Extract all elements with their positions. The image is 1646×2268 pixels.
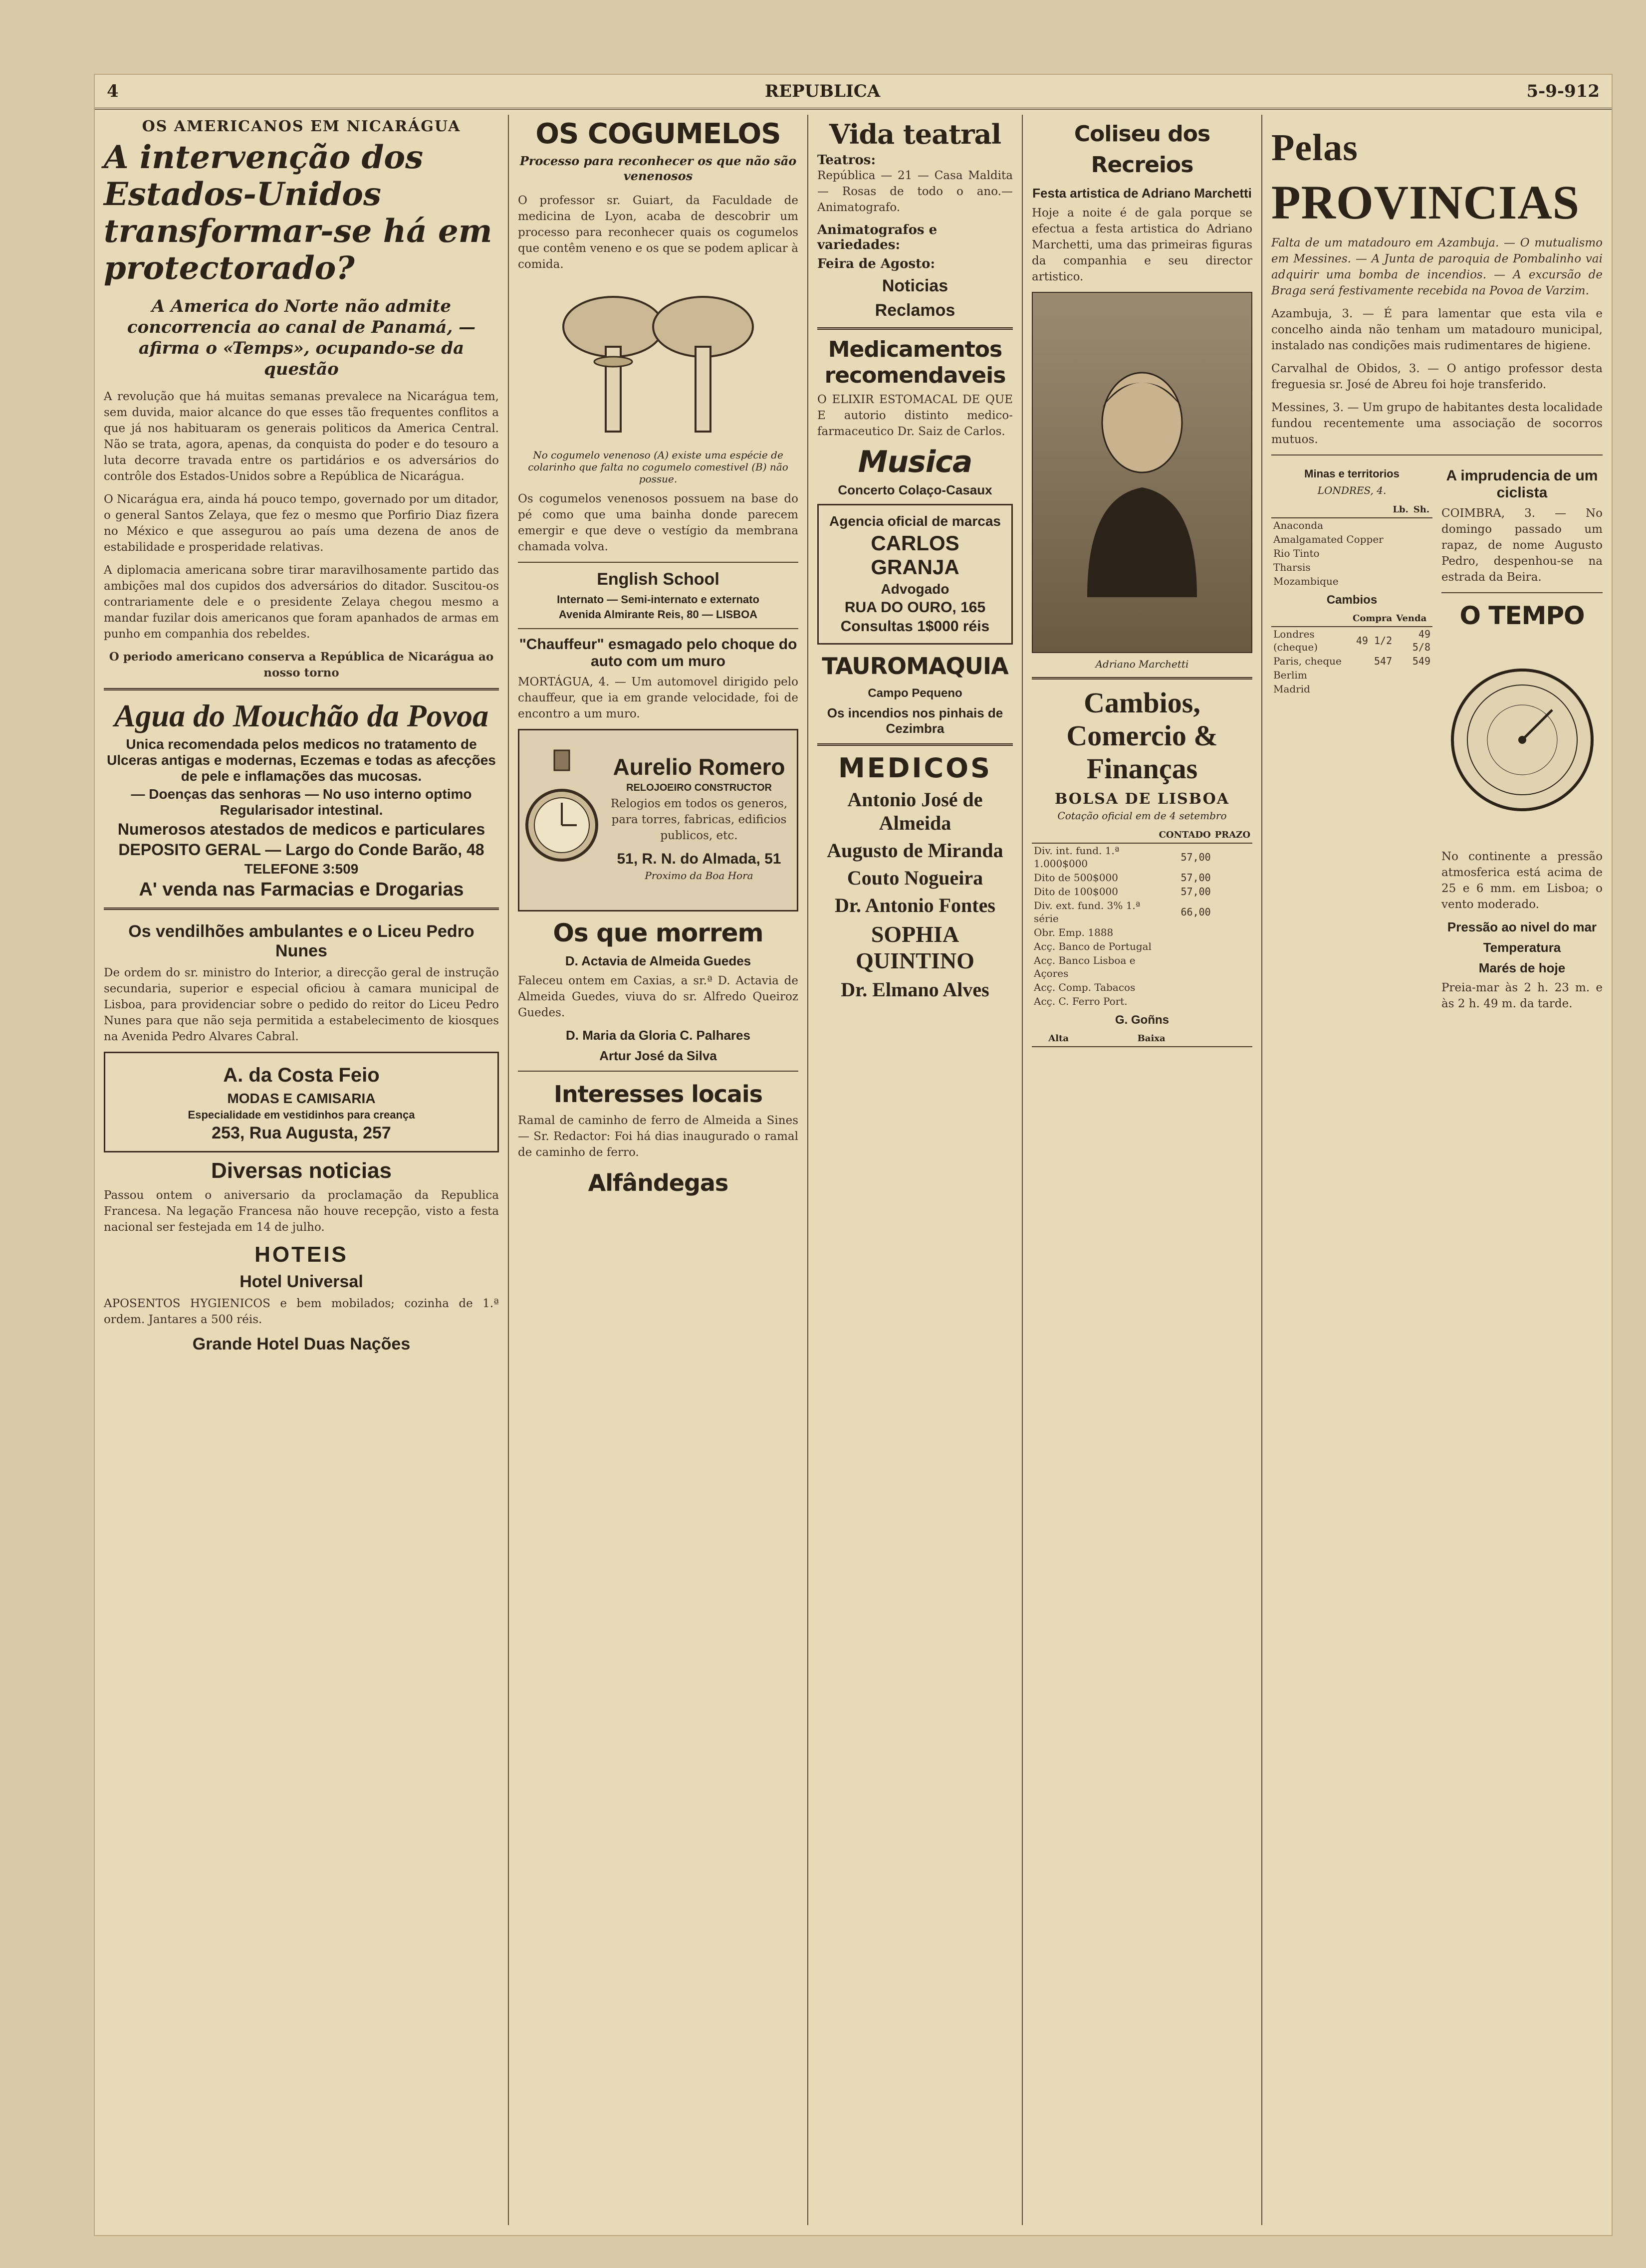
table-cell: 66,00 [1180,906,1211,918]
table-header [1032,828,1157,843]
article-summary: Falta de um matadouro em Azambuja. — O mutualismo em Messines. — A Junta de paroquia de Pombalinho vai adquirir uma bomba de incendios. — A excursão de Braga será festivamente recebida na Povoa de Varzim. [1271,236,1603,297]
ad-title: Aurelio Romero [613,753,785,780]
bolsa-table [1032,828,1252,1008]
article-title: English School [597,570,719,589]
section-label: Teatros: [817,153,876,168]
article-title: TAUROMAQUIA [822,653,1008,680]
ad-text: Advogado [881,581,949,597]
ad-text: Numerosos atestados de medicos e particulares [117,820,485,838]
table-cell: Paris, cheque [1273,655,1342,667]
article-title: Reclamos [875,301,955,320]
table-cell [1351,682,1394,696]
ad-text: TELEFONE 3:509 [244,861,359,877]
article-paragraph: Ramal de caminho de ferro de Almeida a Sines — Sr. Redactor: Foi há dias inaugurado o ramal de caminho de ferro. [518,1114,798,1159]
subcolumn [104,917,499,1358]
obituary-name: D. Maria da Gloria C. Palhares [566,1028,750,1043]
subsection-title: Marés de hoje [1478,960,1566,975]
article-title: Os que morrem [553,918,763,947]
column-2 [509,115,808,2225]
article-title: Vida teatral [829,118,1001,150]
table-cell: 57,00 [1180,872,1211,884]
article-paragraph: O Nicarágua era, ainda há pouco tempo, governado por um ditador, o general Santos Zelaya, que fez o mesmo que Porfirio Diaz fizera no México e que assegurou ao país uma dezena de anos de estabilidade e prosperidade relativas. [104,493,499,554]
article-paragraph: O ELIXIR ESTOMACAL DE QUE E autorio distinto medico-farmaceutico Dr. Saiz de Carlos. [817,393,1013,438]
section-label: Animatografos e variedades: [817,223,938,252]
table-row [1032,939,1252,953]
table-cell [1391,574,1411,588]
article-title: O TEMPO [1459,601,1585,630]
article-subtitle: Festa artistica de Adriano Marchetti [1032,186,1252,201]
article-title: Musica [858,445,972,479]
column-5 [1262,115,1612,2225]
issue-date: 5-9-912 [1526,81,1600,101]
article-paragraph: A diplomacia americana sobre tirar maravilhosamente partido das ambições mal dos cupidos dos adversários do ditador. Suscitou-os contrariamente dele e o presidente Zelaya chegou mesmo a mandar fuzilar dois americanos que foram apanhados de armas em punho em companhia dos rebeldes. [104,564,499,641]
table-cell [1351,668,1394,682]
table-cell: 549 [1412,655,1430,667]
table-cell: 49 1/2 [1356,635,1393,647]
divider [104,907,499,910]
article-subtitle: Campo Pequeno [868,686,962,700]
table-row [1271,627,1432,654]
table-row [1032,843,1252,871]
watchmaker-ad [518,729,798,911]
article-paragraph: No continente a pressão atmosferica está acima de 25 e 6 mm. em Lisboa; o vento moderado. [1441,850,1603,911]
table-cell [1394,682,1432,696]
table-cell: Tharsis [1273,561,1311,573]
table-row [1271,574,1432,588]
table-title: Cambios [1326,593,1378,607]
article-paragraph: De ordem do sr. ministro do Interior, a direcção geral de instrução secundaria, superior e especial oficiou à camara municipal de Lisboa, para providenciar sobre o pedido do reitor do Liceu Pedro Nunes para que não seja permitida a estabelecimento de kiosques na Avenida Pedro Alvares Cabral. [104,966,499,1043]
illustration-caption: No cogumelo venenoso (A) existe uma espécie de colarinho que falta no cogumelo comestivel (B) não possue. [528,449,788,485]
table-cell: Acç. Comp. Tabacos [1034,981,1136,993]
article-title: Interesses locais [553,1081,763,1108]
ad-text: Avenida Almirante Reis, 80 — LISBOA [558,608,758,621]
table-cell: Acç. C. Ferro Port. [1034,995,1128,1007]
cambios-table [1271,611,1432,696]
subcolumn [1271,462,1432,1019]
article-title: A imprudencia de um ciclista [1446,467,1598,501]
article-paragraph: O periodo americano conserva a República de Nicarágua ao nosso torno [109,650,494,680]
table-cell: Anaconda [1273,519,1324,531]
article-subtitle: Processo para reconhecer os que não são venenosos [519,154,797,183]
table-cell: Madrid [1273,683,1310,695]
hotel-name: Grande Hotel Duas Nações [192,1335,411,1354]
article-title: Os vendilhões ambulantes e o Liceu Pedro Nunes [128,922,474,960]
section-title: HOTEIS [254,1242,348,1267]
subcolumn [1441,462,1603,1019]
table-cell: Obr. Emp. 1888 [1034,926,1114,938]
ad-text: A' venda nas Farmacias e Drogarias [139,879,464,900]
table-cell: Acç. Banco Lisboa e Açores [1034,954,1136,979]
article-paragraph: Passou ontem o aniversario da proclamação da Republica Francesa. Na legação Francesa não houve recepção, visto a festa nacional ser festejada em 14 de julho. [104,1189,499,1234]
ad-text: Unica recomendada pelos medicos no tratamento de Ulceras antigas e modernas, Eczemas e todas as afecções de pele e inflamações das mucosas. [107,736,496,784]
two-column-block [104,917,499,1358]
table-cell [1213,953,1252,980]
divider [1271,454,1603,455]
table-header-row [1032,1031,1252,1047]
table-cell [1411,574,1432,588]
mushroom-illustration [518,279,798,444]
article-paragraph: A revolução que há muitas semanas prevalece na Nicarágua tem, sem duvida, maior alcance do que esses tão frequentes conflitos a que já nos habituaram os generais politicos da America Central. Não se trata, agora, apenas, da conquista do poder e do tesouro a luta decorre travada entre os partidários e os adversários do contrôle dos Estados-Unidos sobre a República de Nicarágua. [104,390,499,483]
table-cell [1391,560,1411,574]
section-title-main: PROVINCIAS [1271,176,1580,229]
table-cell: Berlim [1273,669,1307,681]
newspaper-page [95,75,1612,2235]
column-4 [1023,115,1262,2225]
doctor-name: Couto Nogueira [847,867,983,889]
ad-text: — Doenças das senhoras — No uso interno optimo Regularisador intestinal. [131,786,472,818]
table-cell: Dito de 500$000 [1034,872,1118,884]
table-title: G. Goñns [1115,1013,1169,1027]
table-row [1032,885,1252,899]
table-header: Lb. [1391,502,1411,518]
hotel-description: APOSENTOS HYGIENICOS e bem mobilados; cozinha de 1.ª ordem. Jantares a 500 réis. [104,1297,499,1326]
article-paragraph: República — 21 — Casa Maldita — Rosas de todo o ano.— Animatografo. [817,169,1013,214]
doctor-name: Antonio José de Almeida [847,788,983,834]
table-header: Compra [1351,611,1394,627]
table-cell: Londres (cheque) [1273,628,1318,653]
table-cell [1213,925,1252,939]
bolsa-subtitle: Cotação oficial em de 4 setembro [1057,810,1227,822]
table-cell [1411,532,1432,546]
ad-text: Consultas 1$000 réis [840,618,990,635]
article-paragraph: MORTÁGUA, 4. — Um automovel dirigido pelo chauffeur, que ia em grande velocidade, foi de encontro a um muro. [518,676,798,720]
table-cell [1213,843,1252,871]
table-header-row [1271,611,1432,627]
subsection-title: Temperatura [1483,940,1561,955]
pocket-watch-icon [524,745,599,895]
column-1 [95,115,509,2225]
table-cell: Rio Tinto [1273,547,1320,559]
table-cell: Div. int. fund. 1.ª 1.000$000 [1034,845,1120,870]
table-cell [1411,560,1432,574]
table-header: Alta [1046,1031,1135,1047]
barometer-illustration [1441,635,1603,845]
divider [518,562,798,563]
table-row [1032,994,1252,1008]
table-cell: 49 5/8 [1412,628,1430,653]
table-cell: Div. ext. fund. 3% 1.ª série [1034,900,1141,924]
article-title: Os incendios nos pinhais de Cezimbra [827,705,1003,736]
barometer-icon [1447,665,1597,815]
watchmaker-text [606,753,792,888]
page-number: 4 [107,81,119,101]
table-header [1271,502,1391,518]
table-cell [1213,994,1252,1008]
table-header-row [1032,828,1252,843]
doctor-name: Augusto de Miranda [827,839,1003,862]
table-row [1032,953,1252,980]
table-row [1032,871,1252,885]
ad-text: 253, Rua Augusta, 257 [212,1124,391,1142]
column-3 [808,115,1023,2225]
article-kicker: OS AMERICANOS EM NICARÁGUA [142,118,461,135]
obituary-name: Artur José da Silva [599,1048,717,1063]
ad-title: CARLOS GRANJA [871,531,959,579]
divider [518,1071,798,1072]
table-header [1271,611,1351,627]
table-cell [1213,980,1252,994]
divider [817,743,1013,746]
table-row [1032,980,1252,994]
doctor-name: SOPHIA QUINTINO [856,921,974,973]
table-cell [1157,994,1213,1008]
article-title: OS COGUMELOS [535,118,781,150]
article-paragraph: Preia-mar às 2 h. 23 m. e às 2 h. 49 m. da tarde. [1441,981,1603,1010]
table-title: Minas e territorios [1304,467,1400,480]
gafe-table [1032,1031,1252,1047]
section-title: Cambios, Comercio & Finanças [1066,686,1218,785]
table-row [1271,532,1432,546]
table-cell: 547 [1374,655,1393,667]
mushroom-icon [553,282,763,442]
divider [1032,677,1252,680]
ad-title: Agua do Mouchão da Povoa [114,698,489,733]
table-row [1271,560,1432,574]
table-cell: Mozambique [1273,575,1339,587]
ad-text: MODAS E CAMISARIA [227,1091,376,1106]
table-row [1271,518,1432,532]
table-row [1032,925,1252,939]
divider [1441,592,1603,593]
article-title: Alfândegas [588,1169,728,1196]
table-cell [1157,953,1213,980]
table-cell [1213,871,1252,885]
divider [104,688,499,690]
table-header: CONTADO [1157,828,1213,843]
table-row [1271,546,1432,560]
table-header: Sh. [1411,502,1432,518]
table-header: Baixa [1136,1031,1252,1047]
article-paragraph: Os cogumelos venenosos possuem na base do pé como que uma bainha donde parecem emergir e que deve o vestígio da membrana chamada volva. [518,492,798,553]
portrait-photo [1032,292,1252,653]
ad-text: Especialidade em vestidinhos para creança [188,1109,415,1121]
table-cell [1157,980,1213,994]
article-title: "Chauffeur" esmagado pelo choque do auto com um muro [519,636,797,670]
table-cell: 57,00 [1180,851,1211,863]
table-header: PRAZO [1213,828,1252,843]
table-cell: 57,00 [1180,886,1211,898]
table-subtitle: LONDRES, 4. [1317,484,1387,496]
table-cell: Dito de 100$000 [1034,886,1118,898]
section-title: MEDICOS [838,752,992,784]
ad-text: Relogios em todos os generos, para torres, fabricas, edificios publicos, etc. [610,797,788,842]
table-header: Venda [1394,611,1432,627]
ad-text: 51, R. N. do Almada, 51 [617,850,781,867]
ad-text: Proximo da Boa Hora [645,869,753,882]
article-paragraph: Azambuja, 3. — É para lamentar que esta vila e concelho ainda não tenham um matadouro municipal, instalado nas condições mais rudimentares de higiene. [1271,307,1603,352]
ad-text: DEPOSITO GERAL — Largo do Conde Barão, 48 [118,841,484,859]
table-cell: Amalgamated Copper [1273,533,1384,545]
table-cell [1213,899,1252,925]
table-header [1032,1031,1046,1047]
masthead [95,75,1612,110]
obituary-name: D. Actavia de Almeida Guedes [565,953,751,968]
ad-text: RELOJOEIRO CONSTRUCTOR [626,782,772,793]
two-column-block [1271,462,1603,1019]
minas-table [1271,502,1432,588]
article-paragraph: O professor sr. Guiart, da Faculdade de medicina de Lyon, acaba de descobrir um processo para reconhecer quais os cogumelos que contêm veneno e os que se podem aplicar à comida. [518,194,798,271]
article-title: Diversas noticias [211,1158,392,1183]
costa-feio-ad [104,1052,499,1152]
article-title: Noticias [882,276,948,295]
section-label: Feira de Agosto: [817,256,936,271]
table-row [1032,899,1252,925]
article-paragraph: Carvalhal de Obidos, 3. — O antigo professor desta freguesia sr. José de Abreu foi hoje transferido. [1271,362,1603,391]
agencia-ad [817,504,1013,645]
divider [518,628,798,629]
article-paragraph: Messines, 3. — Um grupo de habitantes desta localidade fundou recentemente uma associação de socorros mutuos. [1271,401,1603,446]
article-title: Medicamentos recomendaveis [824,337,1006,388]
ad-text: Agencia oficial de marcas [829,513,1001,529]
table-cell [1411,518,1432,532]
ad-title: A. da Costa Feio [223,1064,380,1086]
article-paragraph: Faleceu ontem em Caxias, a sr.ª D. Actavia de Almeida Guedes, viuva do sr. Alfredo Queiroz Guedes. [518,974,798,1019]
doctor-name: Dr. Antonio Fontes [835,894,995,916]
divider [817,327,1013,330]
main-subhead: A America do Norte não admite concorrencia ao canal de Panamá, — afirma o «Temps», ocupando-se da questão [127,296,476,379]
table-cell [1213,885,1252,899]
table-header-row [1271,502,1432,518]
subsection-title: Pressão ao nivel do mar [1447,919,1597,934]
hotel-name: Hotel Universal [239,1272,363,1291]
bolsa-title: BOLSA DE LISBOA [1055,790,1229,808]
main-headline: A intervenção dos Estados-Unidos transformar-se há em protectorado? [104,139,492,287]
table-row [1271,654,1432,668]
portrait-figure-icon [1067,348,1217,597]
article-title: Coliseu dos Recreios [1074,121,1210,178]
article-paragraph: COIMBRA, 3. — No domingo passado um rapaz, de nome Augusto Pedro, despenhou-se na estrada da Beira. [1441,507,1603,584]
portrait-caption: Adriano Marchetti [1095,658,1189,670]
ad-text: Internato — Semi-internato e externato [557,593,759,606]
table-row [1271,682,1432,696]
table-cell: Acç. Banco de Portugal [1034,940,1152,952]
ad-text: RUA DO OURO, 165 [844,599,986,616]
article-paragraph: Hoje a noite é de gala porque se efectua a festa artistica do Adriano Marchetti, uma das primeiras figuras da companhia e seu director artistico. [1032,207,1252,283]
section-title-prefix: Pelas [1271,127,1358,169]
newspaper-title: REPUBLICA [764,81,881,101]
table-cell [1157,925,1213,939]
article-subtitle: Concerto Colaço-Casaux [838,482,992,497]
section-title [1271,117,1603,230]
table-cell [1157,939,1213,953]
doctor-name: Dr. Elmano Alves [841,978,989,1001]
table-cell [1411,546,1432,560]
table-cell [1391,518,1411,532]
table-cell [1394,668,1432,682]
table-cell [1391,546,1411,560]
table-cell [1391,532,1411,546]
table-row [1271,668,1432,682]
table-cell [1213,939,1252,953]
